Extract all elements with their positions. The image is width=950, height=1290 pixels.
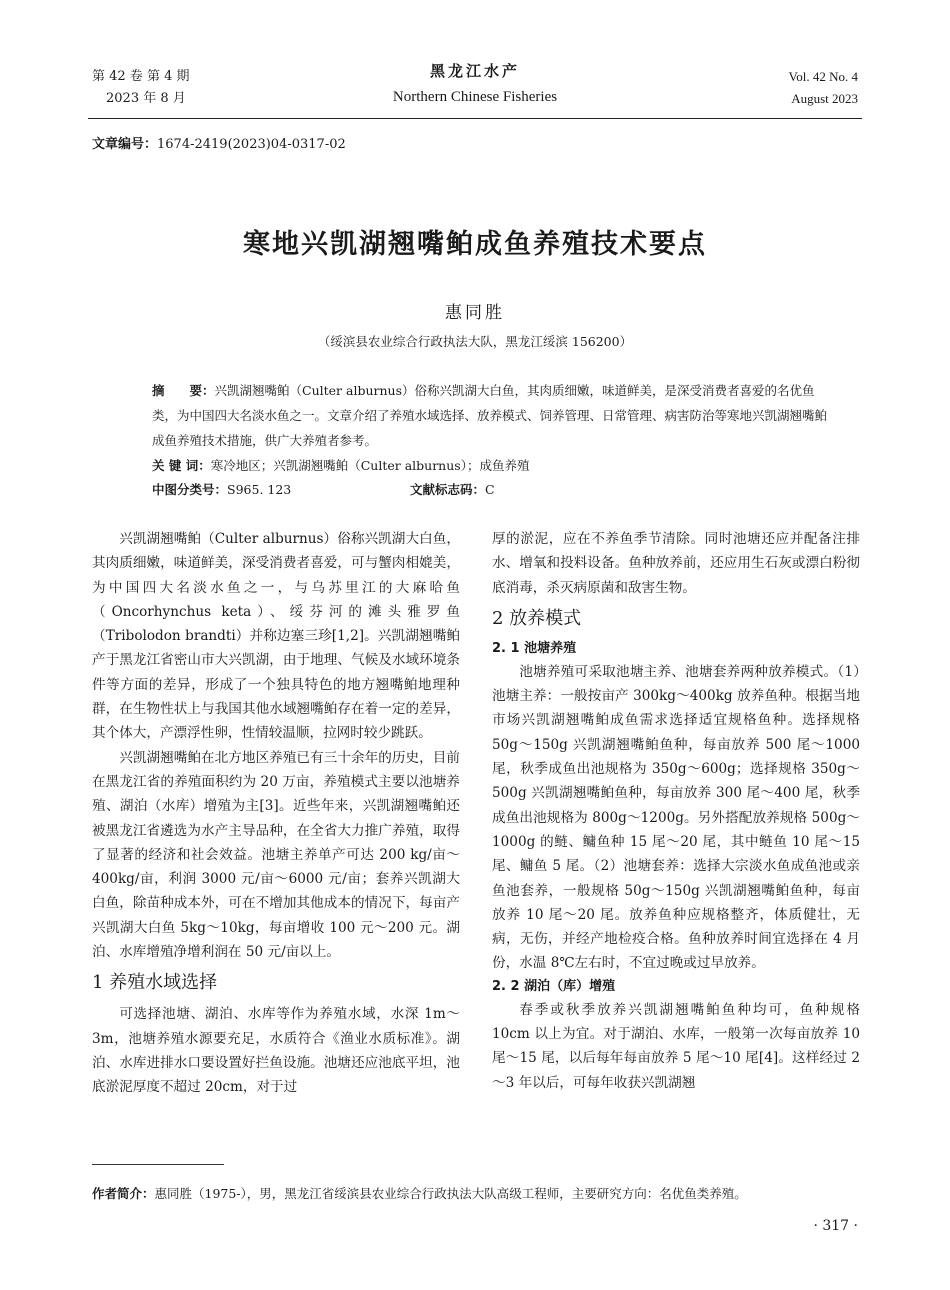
author-name: 惠同胜 <box>445 303 505 323</box>
abstract <box>152 378 832 453</box>
keywords <box>152 456 832 476</box>
document-code-value: C <box>485 482 495 497</box>
footnote-label: 作者简介： <box>92 1186 155 1201</box>
header-volume-en: Vol. 42 No. 4 <box>788 69 858 84</box>
header-right <box>789 66 858 110</box>
classification-label: 中图分类号： <box>152 482 228 497</box>
document-code-label: 文献标志码： <box>410 482 486 497</box>
header-rule <box>88 118 862 119</box>
footnote-rule <box>92 1164 224 1165</box>
body-paragraph: 兴凯湖翘嘴鲌（Culter alburnus）俗称兴凯湖大白鱼，其肉质细嫩，味道鲜美，深受消费者喜爱，可与蟹肉相媲美，为中国四大名淡水鱼之一，与乌苏里江的大麻哈鱼（Oncorhynchus keta）、绥芬河的滩头雅罗鱼（Tribolodon brandti）并称边塞三珍[1,2]。兴凯湖翘嘴鲌产于黑龙江省密山市大兴凯湖，由于地理、气候及水域环境条件等方面的差异，形成了一个独具特色的地方翘嘴鲌地理种群，在生物性状上与我国其他水域翘嘴鲌存在着一定的差异，其个体大，产漂浮性卵，性情较温顺，拉网时较少跳跃。 <box>92 531 460 742</box>
left-column <box>92 527 460 1100</box>
keywords-value: 寒冷地区；兴凯湖翘嘴鲌（Culter alburnus）；成鱼养殖 <box>210 458 530 473</box>
subsection-heading: 2. 1 池塘养殖 <box>492 640 577 656</box>
header-volume-cn: 第 42 卷 第 4 期 <box>92 69 190 84</box>
journal-name-en: Northern Chinese Fisheries <box>392 89 558 105</box>
section-heading: 1 养殖水域选择 <box>92 972 218 994</box>
body-paragraph: 厚的淤泥，应在不养鱼季节清除。同时池塘还应并配备注排水、增氧和投料设备。鱼种放养前，还应用生石灰或漂白粉彻底消毒，杀灭病原菌和敌害生物。 <box>492 531 860 596</box>
body-paragraph: 春季或秋季放养兴凯湖翘嘴鲌鱼种均可，鱼种规格 10cm 以上为宜。对于湖泊、水库，一般第一次每亩放养 10 尾～15 尾，以后每年每亩放养 5 尾～10 尾[4]。这样经过 2～3 年以后，可每年收获兴凯湖翘 <box>492 1001 860 1091</box>
page-number: · 317 · <box>813 1218 858 1234</box>
subsection-heading: 2. 2 湖泊（库）增殖 <box>492 978 616 994</box>
article-number-label: 文章编号： <box>92 137 158 152</box>
author-bio-footnote <box>92 1185 747 1203</box>
article-number-value: 1674-2419(2023)04-0317-02 <box>157 137 346 152</box>
body-paragraph: 可选择池塘、湖泊、水库等作为养殖水域，水深 1m～3m，池塘养殖水源要充足，水质符合《渔业水质标准》。湖泊、水库进排水口要设置好拦鱼设施。池塘还应池底平坦，池底淤泥厚度不超过 20cm，对于过 <box>92 1006 460 1096</box>
keywords-label: 关 键 词： <box>152 458 211 473</box>
section-heading: 2 放养模式 <box>492 607 582 629</box>
header-date-en: August 2023 <box>791 91 858 106</box>
classification-number <box>152 480 291 500</box>
abstract-label: 摘 要： <box>152 383 215 398</box>
journal-name-cn: 黑龙江水产 <box>429 62 520 80</box>
article-number <box>92 136 346 154</box>
abstract-text: 兴凯湖翘嘴鲌（Culter alburnus）俗称兴凯湖大白鱼，其肉质细嫩，味道鲜美，是深受消费者喜爱的名优鱼类，为中国四大名淡水鱼之一。文章介绍了养殖水域选择、放养模式、饲养管理、日常管理、病害防治等寒地兴凯湖翘嘴鲌成鱼养殖技术措施，供广大养殖者参考。 <box>152 383 828 448</box>
right-column <box>492 527 860 1095</box>
body-paragraph: 兴凯湖翘嘴鲌在北方地区养殖已有三十余年的历史，目前在黑龙江省的养殖面积约为 20 万亩，养殖模式主要以池塘养殖、湖泊（水库）增殖为主[3]。近些年来，兴凯湖翘嘴鲌还被黑龙江省遴选为水产主导品种，在全省大力推广养殖，取得了显著的经济和社会效益。池塘主养单产可达 200 kg/亩～400kg/亩，利润 3000 元/亩～6000 元/亩；套养兴凯湖大白鱼，除苗种成本外，可在不增加其他成本的情况下，每亩产兴凯湖大白鱼 5kg～10kg，每亩增收 100 元～200 元。湖泊、水库增殖净增利润在 50 元/亩以上。 <box>92 749 460 961</box>
body-paragraph: 池塘养殖可采取池塘主养、池塘套养两种放养模式。（1）池塘主养：一般按亩产 300kg～400kg 放养鱼种。根据当地市场兴凯湖翘嘴鲌成鱼需求选择适宜规格鱼种。选择规格 50g～150g 兴凯湖翘嘴鲌鱼种，每亩放养 500 尾～1000 尾，秋季成鱼出池规格为 350g～600g；选择规格 350g～500g 兴凯湖翘嘴鲌鱼种，每亩放养 300 尾～400 尾，秋季成鱼出池规格为 800g～1200g。另外搭配放养规格 500g～1000g 的鲢、鳙鱼种 15 尾～20 尾，其中鲢鱼 10 尾～15 尾、鳙鱼 5 尾。（2）池塘套养：选择大宗淡水鱼成鱼池或亲鱼池套养，一般规格 50g～150g 兴凯湖翘嘴鲌鱼种，每亩放养 10 尾～20 尾。放养鱼种应规格整齐，体质健壮，无病，无伤，并经产地检疫合格。鱼种放养时间宜选择在 4 月份，水温 8℃左右时，不宜过晚或过早放养。 <box>492 663 860 972</box>
classification-value: S965. 123 <box>227 482 292 497</box>
footnote-value: 惠同胜（1975-），男，黑龙江省绥滨县农业综合行政执法大队高级工程师，主要研究方向：名优鱼类养殖。 <box>154 1186 747 1201</box>
document-code <box>410 480 495 500</box>
header-date-cn: 2023 年 8 月 <box>106 91 186 106</box>
paper-title: 寒地兴凯湖翘嘴鲌成鱼养殖技术要点 <box>243 229 707 260</box>
author-affiliation: （绥滨县农业综合行政执法大队，黑龙江绥滨 156200） <box>317 334 633 349</box>
